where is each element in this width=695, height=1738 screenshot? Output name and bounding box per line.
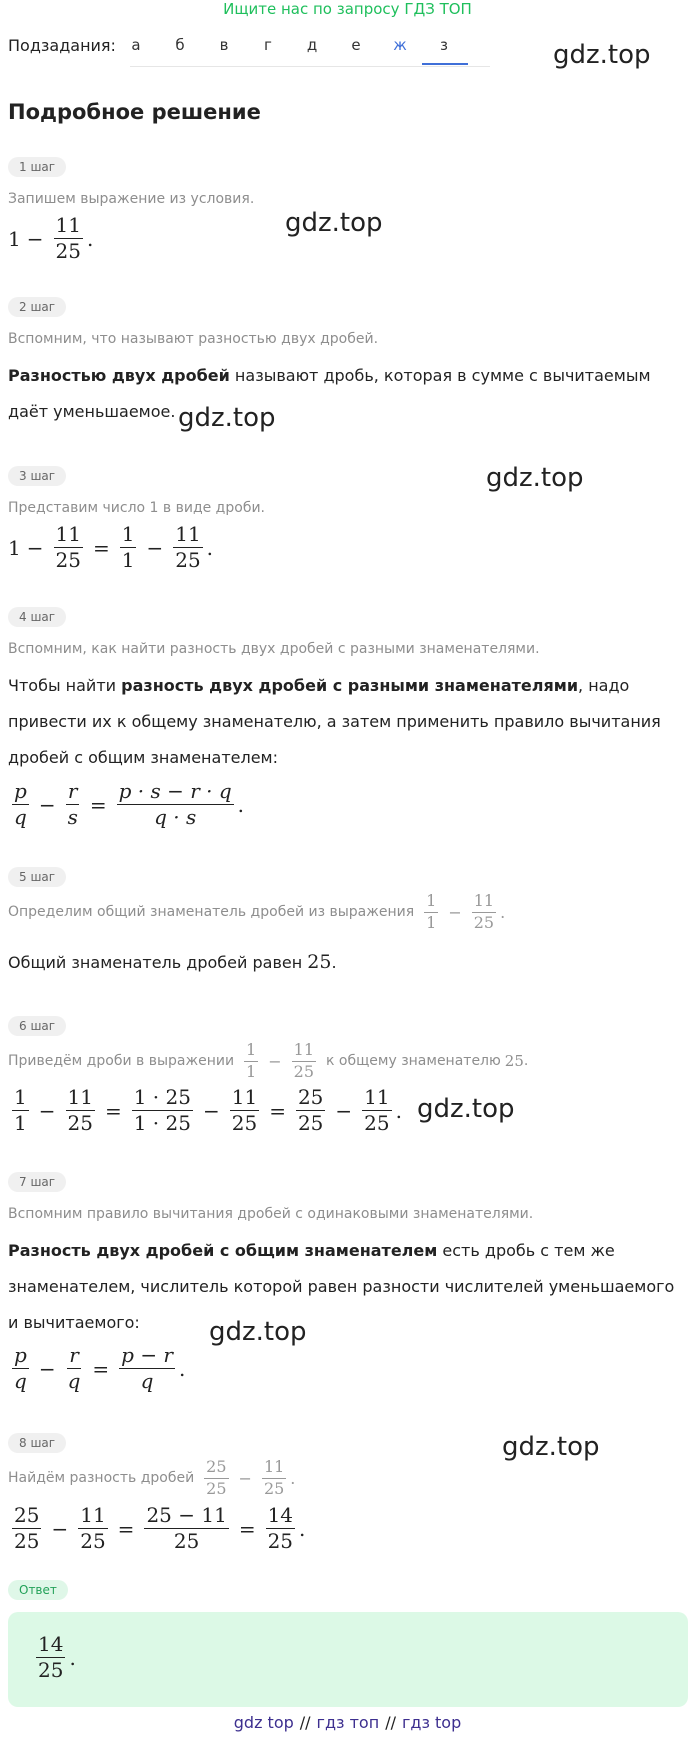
subtask-tab-b[interactable]: б [175, 36, 185, 54]
step-hint: Запишем выражение из условия. [8, 191, 255, 207]
answer-denominator: 25 [38, 1658, 64, 1682]
step-hint-row [8, 1459, 295, 1498]
watermark: gdz.top [178, 403, 276, 433]
watermark: gdz.top [417, 1094, 515, 1124]
formula: 1 − $\frac{11}{25}$ . [8, 213, 94, 263]
step-hint-row [8, 893, 505, 932]
step-hint: Вспомним правило вычитания дробей с одинаковыми знаменателями. [8, 1206, 534, 1222]
result-value: 25 [307, 951, 332, 973]
subtask-tab-g[interactable]: г [264, 36, 272, 54]
formula-inline: $\frac{1}{1}$ − $\frac{11}{25}$ . [426, 891, 506, 932]
formula: $\frac{1}{1}$ − $\frac{11}{25}$ = $\frac{1 \cdot 25}{1 \cdot 25}$ − $\frac{11}{25}$ = $\frac{25}{25}$ − $\frac{11}{25}$ . [14, 1085, 402, 1135]
formula-inline: $\frac{25}{25}$ − $\frac{11}{25}$ . [206, 1457, 296, 1498]
step-badge: 5 шаг [8, 867, 66, 887]
formula: 1 − $\frac{11}{25}$ = $\frac{1}{1}$ − $\frac{11}{25}$ . [8, 522, 214, 572]
footer-separator: // [385, 1713, 396, 1732]
watermark: gdz.top [553, 40, 651, 70]
step-text [8, 1233, 688, 1341]
step-hint: Найдём разность дробей [8, 1470, 195, 1487]
subtask-tab-v[interactable]: в [219, 36, 229, 54]
active-tab-indicator [422, 63, 468, 65]
step-result: Общий знаменатель дробей равен 25. [8, 951, 337, 973]
watermark: gdz.top [502, 1432, 600, 1462]
footer-separator: // [299, 1713, 311, 1732]
formula: $\frac{p}{q}$ − $\frac{r}{s}$ = $\frac{p \cdot s - r \cdot q}{q \cdot s}$ . [14, 779, 245, 829]
term: Разностью двух дробей [8, 366, 230, 385]
formula: $\frac{p}{q}$ − $\frac{r}{q}$ = $\frac{p - r}{q}$ . [14, 1343, 186, 1393]
term: разность двух дробей с разными знаменателями [121, 676, 579, 695]
step-hint: Определим общий знаменатель дробей из выражения [8, 904, 415, 921]
step-badge: 2 шаг [8, 297, 66, 317]
step-hint-row: Приведём дроби в выражении $\frac{1}{1}$ − $\frac{11}{25}$ к общему знаменателю 25 . [8, 1040, 529, 1081]
term: Разность двух дробей с общим знаменателем [8, 1241, 438, 1260]
answer-formula: $\frac{14}{25}$ . [38, 1632, 76, 1682]
subtask-tab-a[interactable]: а [131, 36, 141, 54]
step-hint: Представим число 1 в виде дроби. [8, 500, 265, 516]
search-banner: Ищите нас по запросу ГДЗ ТОП [223, 0, 472, 18]
step-badge: 6 шаг [8, 1016, 66, 1036]
subtask-tab-z[interactable]: з [440, 36, 448, 54]
answer-numerator: 14 [38, 1632, 64, 1656]
step-badge: 8 шаг [8, 1433, 66, 1453]
subtasks-label: Подзадания: [8, 36, 116, 55]
page-title: Подробное решение [8, 100, 261, 124]
watermark: gdz.top [285, 208, 383, 238]
step-hint: Вспомним, что называют разностью двух дробей. [8, 331, 379, 347]
footer-link[interactable]: гдз top [401, 1713, 462, 1732]
step-badge: 4 шаг [8, 607, 66, 627]
step-badge: 1 шаг [8, 157, 66, 177]
step-hint: Приведём дроби в выражении [8, 1053, 235, 1070]
subtask-tab-zh[interactable]: ж [393, 36, 407, 54]
subtask-tab-d[interactable]: д [306, 36, 318, 54]
step-text [8, 668, 688, 776]
formula-inline: $\frac{1}{1}$ − $\frac{11}{25}$ [246, 1040, 314, 1081]
result-text: Общий знаменатель дробей равен [8, 953, 303, 972]
rule-text: , надо привести их к общему знаменателю, а затем применить правило вычитания дробей с общим знаменателем: [8, 676, 661, 767]
step-hint: Вспомним, как найти разность двух дробей с разными знаменателями. [8, 641, 540, 657]
footer-link[interactable]: гдз топ [316, 1713, 380, 1732]
answer-box [8, 1612, 688, 1707]
subtasks-tabs [130, 34, 490, 67]
definition-text: называют дробь, которая в сумме с вычитаемым даёт уменьшаемое. [8, 366, 651, 421]
watermark: gdz.top [209, 1317, 307, 1347]
footer [0, 1713, 695, 1732]
step-badge: 7 шаг [8, 1172, 66, 1192]
watermark: gdz.top [486, 463, 584, 493]
footer-link[interactable]: gdz top [233, 1713, 294, 1732]
subtask-tab-e[interactable]: е [351, 36, 361, 54]
formula: $\frac{25}{25}$ − $\frac{11}{25}$ = $\frac{25 - 11}{25}$ = $\frac{14}{25}$ . [14, 1503, 306, 1553]
answer-badge: Ответ [8, 1580, 68, 1600]
step-hint-value: 25 [504, 1052, 524, 1071]
rule-text: есть дробь с тем же знаменателем, числитель которой равен разности числителей уменьшаемого и вычитаемого: [8, 1241, 675, 1332]
step-badge: 3 шаг [8, 466, 66, 486]
text-lead: Чтобы найти [8, 676, 122, 695]
step-text [8, 358, 688, 430]
step-hint: к общему знаменателю [326, 1053, 501, 1070]
